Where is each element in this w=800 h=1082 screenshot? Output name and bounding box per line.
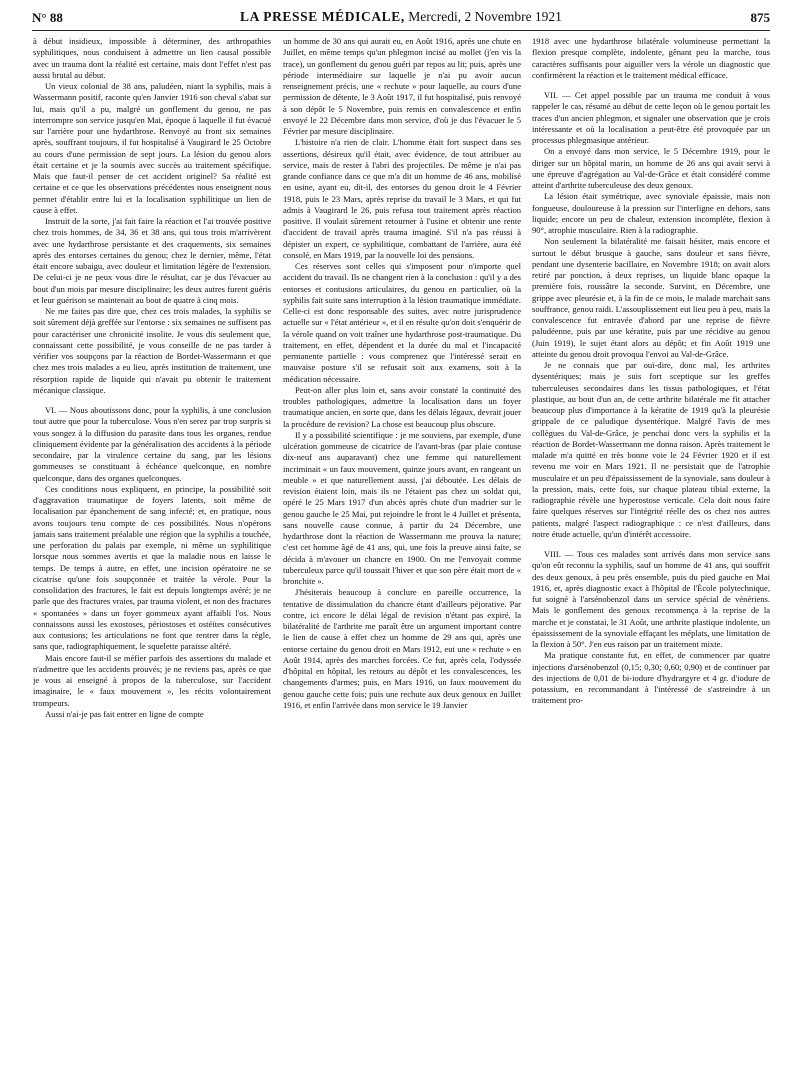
paragraph: Mais encore faut-il se méfier parfois des assertions du malade et n'admettre que les accidents prouvés; je ne reviens pas, après ce que je vous ai enseigné à propos de la tuberculose, sur l'accident imaginaire, le « faux mouvement », les récits volontairement trompeurs. <box>33 652 271 708</box>
issue-date: Mercredi, 2 Novembre 1921 <box>408 9 562 24</box>
paragraph: Je ne connais que par ouï-dire, donc mal, les arthrites dysentériques; mais je suis fort sceptique sur les greffes tuberculeuses secondaires dans les tissus pathologiques, et l'état plastique, au bout d'un an, de cette arthrite bilatérale me fit attacher beaucoup plus d'importance à la kératite de 1919 qu'à la pleurésie grippale de ce paludique dysentérique. Malgré l'avis de mes collègues du Val-de-Grâce, je penchai donc vers la syphilis et la réaction de Bordet-Wassermann me donna raison. Après traitement le malade m'a quitté en très bonne voie le 24 Février 1920 et il est revenu me voir en Mars 1921. Il ne persistait que de l'atrophie musculaire et un peu d'épaississement de la synoviale, sans douleur à la pression, mais, cette fois, sur chaque plateau tibial externe, la radiographie révèle une hyperostose verticale. Cela doit nous faire faire quelques réserves sur l'intégrité réelle des os chez nos autres patients, malgré l'aspect radiographique : ce n'est d'ailleurs, dans notre étude actuelle, qu'un d'intérêt accessoire. <box>532 360 770 539</box>
paragraph: Peut-on aller plus loin et, sans avoir constaté la continuité des troubles pathologiques, admettre la localisation dans un foyer traumatique ancien, en sorte que, dans les délais légaux, devrait jouer la procédure de revision? La chose est beaucoup plus obscure. <box>283 384 521 429</box>
paragraph: Ma pratique constante fut, en effet, de commencer par quatre injections d'arsénobenzol (0,15; 0,30; 0,60; 0,90) et de continuer par des injections de 0,01 de bi-iodure d'hydrargyre et 4 gr. d'iodure de potassium, en recommandant à l'intéressé de s'astreindre à un traitement pro- <box>532 650 770 706</box>
paragraph: J'hésiterais beaucoup à conclure en pareille occurrence, la tentative de dissimulation du chancre étant d'ailleurs péjorative. Par contre, ici encore le délai légal de revision n'étant pas expiré, la bilatéralité de l'arthrite me paraît être un argument important contre le lien de cause à effet chez un homme de 29 ans qui, après une entorse certaine du genou droit en Mars 1912, eut une « rechute » en Août 1914, après des marches forcées. Ce fut, après cela, l'odyssée d'hôpital en hôpital, les retours au dépôt et les convalescences, les changements d'armes; puis, en Mars 1916, un faux mouvement du genou gauche cette fois; puis une rechute aux deux genoux en Juillet 1916, et enfin l'arrivée dans mon service le 19 Janvier <box>283 587 521 710</box>
issue-number: N° 88 <box>32 10 63 25</box>
paragraph: 1918 avec une hydarthrose bilatérale volumineuse permettant la flexion presque complète, indolente, gênant peu la marche, tous caractères suffisants pour aiguiller vers la vérole un diagnostic que confirmèrent la réaction et le traitement médical efficace. <box>532 36 770 80</box>
paragraph: Ces réserves sont celles qui s'imposent pour n'importe quel accident du travail. Ils ne changent rien à la conclusion : qu'il y a des entorses et contusions articulaires, du genou en particulier, où la syphilis fait suite sans interruption à la lésion traumatique immédiate. Celle-ci est donc responsable des suites, avec notre jurisprudence actuelle sur « l'état antérieur », et il en résulte qu'on doit s'enquérir de la vérole quand on voit traîner une hydarthrose post-traumatique. Du traitement, en effet, dépendent et la durée du mal et l'incapacité permanente partielle : vous comprenez que l'intéressé serait en mauvaise posture s'il se refusait soit aux examens, soit à la médication nécessaire. <box>283 261 521 384</box>
paragraph: à début insidieux, impossible à déterminer, des arthropathies syphilitiques, nous conduisent à admettre un lien causal possible avec un trauma dont la réalité est certaine, mais dont l'effet n'est pas aussi brutal au début. <box>33 36 271 80</box>
paragraph: Instruit de la sorte, j'ai fait faire la réaction et l'ai trouvée positive chez trois hommes, de 34, 36 et 38 ans, qui tous trois m'arrivèrent avec une hydarthrose persistante et des craquements, six semaines après des entorses certaines du genou; chez le dernier, même, l'état était encore subaigu, avec douleur et limitation légère de l'extension. De celui-ci je ne peux vous dire le résultat, car je dus l'évacuer au bout d'un mois par mesure disciplinaire; les deux autres furent guéris et leur guérison se maintenait au bout de quatre à cinq mois. <box>33 216 271 305</box>
text-column-3 <box>532 36 770 1072</box>
paragraph: On a envoyé dans mon service, le 5 Décembre 1919, pour le diriger sur un hôpital marin, un homme de 26 ans qui avait servi à une épreuve d'agrégation au Val-de-Grâce et était considéré comme atteint d'arthrite tuberculeuse des deux genoux. <box>532 146 770 190</box>
running-header <box>32 8 770 30</box>
journal-name: LA PRESSE MÉDICALE, <box>240 9 405 24</box>
page-number: 875 <box>750 10 770 25</box>
text-column-2 <box>283 36 521 1072</box>
paragraph: Ces conditions nous expliquent, en principe, la possibilité soit d'aggravation traumatique de foyers latents, soit même de localisation par épanchement de sang infecté; et, en pratique, nous avons toujours tenu compte de ces possibilités. Nous n'opérons jamais sans traitement préalable une région que la syphilis a touchée, une perforation du palais par exemple, ni même un syphilitique lorsque nous sommes avertis et que la maladie nous en laisse le temps. De temps à autre, en effet, une incision opératoire ne se cicatrise qu'une fois soupçonnée et traitée la vérole. Pour la consolidation des fractures, le fait est depuis longtemps avéré; je ne parle que des fractures vraies, par trauma violent, et non des fractures « spontanées » dans un foyer gommeux ayant affaibli l'os. Nous connaissons aussi les exostoses, périostoses et ostéites consécutives aux contusions; les articulations ne font que rentrer dans la règle, sans que, radiographiquement, le squelette paraisse altéré. <box>33 483 271 652</box>
text-column-1 <box>33 36 271 1072</box>
paragraph: Ne me faites pas dire que, chez ces trois malades, la syphilis se soit sûrement déjà greffée sur l'entorse : six semaines ne suffisent pas pour caractériser une chronicité insolite. Je vous dis seulement que, connaissant cette possibilité, je vous conseille de ne pas tarder à vérifier vos soupçons par la réaction de Bordet-Wassermann et que chez mes trois malades a eu lieu, après institution de traitement, une résorption rapide de liquide qui n'avait pu obtenir le traitement mécanique classique. <box>33 306 271 395</box>
paragraph: L'histoire n'a rien de clair. L'homme était fort suspect dans ses assertions, désireux qu'il était, avec évidence, de tout attribuer au service, mais de rester à l'abri des projectiles. De même je n'ai pas grande confiance dans ce que m'a dit un homme de 46 ans, mobilisé en usine, ayant eu, dit-il, des entorses du genou droit le 4 Février 1918, puis le 23 Mars, après reprise du travail le 3 Mars, et qui fut admis à Vaugirard le 26, puis refusa tout traitement après réaction positive. Il voulait sûrement retourner à l'usine et obtenir une rente d'accident de travail après trauma imaginé. S'il n'a pas réussi à dépister un expert, ce syphilitique, combattant de l'arrière, aura été consolé, en Mars 1919, par la nouvelle loi des pensions. <box>283 137 521 260</box>
paragraph: La lésion était symétrique, avec synoviale épaissie, mais non fongueuse, douloureuse à la pression sur l'interligne en dehors, sans liquide; encore un peu de chaleur, extension incomplète, flexion à 90°, atrophie musculaire. Rien à la radiographie. <box>532 191 770 235</box>
header-title <box>32 9 770 25</box>
paragraph: VIII. — Tous ces malades sont arrivés dans mon service sans qu'on eût reconnu la syphilis, sauf un homme de 41 ans, qui souffrit des deux genoux, à peu près ensemble, puis du pied gauche en Mai 1916, et, après diagnostic exact à l'hôpital de l'École polytechnique, fut soigné à l'arsénobenzol dans un service spécial de vénériens. Mais le gonflement des genoux recommença à la reprise de la marche et je constatai, le 31 Août, une arthrite plastique indolente, un épaississement de la synoviale effaçant les méplats, une limitation de la flexion à 50°. J'en eus raison par un traitement mixte. <box>532 549 770 649</box>
paragraph: VI. — Nous aboutissons donc, pour la syphilis, à une conclusion tout autre que pour la tuberculose. Vous n'en serez par trop surpris si vous songez à la diffusion du parasite dans tous les organes, rendue cliniquement évidente par la généralisation des accidents à la période secondaire, par la virulence certaine du sang, par les lésions gommeuses se constituant à échéance quelconque, en nombre quelconque, dans des organes quelconques. <box>33 405 271 483</box>
paragraph: Aussi n'ai-je pas fait entrer en ligne de compte <box>45 708 204 719</box>
paragraph: Il y a possibilité scientifique : je me souviens, par exemple, d'une ulcération gommeuse de cicatrice de l'avant-bras (par plaie contuse dix-neuf ans auparavant) chez une femme qui naturellement incriminait « un faux mouvement, quinze jours avant, en rangeant un meuble » et que naturellement aussi, j'ai déboutée. Les délais de revision étaient loin, mais ils ne l'étaient pas chez un soldat qui, opéré le 25 Mars 1917 d'un abcès après chute d'un madrier sur le genou gauche le 25 Mai, put rejoindre le front le 4 Juillet et présenta, sans nouvelle cause connue, à partir du 24 Décembre, une hydarthrose dont la réaction de Wassermann me prouva la nature; c'est cet homme âgé de 41 ans, qui, une fois la preuve ainsi faite, se décida à m'avouer un chancre en 1900. On me l'envoyait comme tuberculeux parce qu'il toussait l'hiver et que son père était mort de « bronchite ». <box>283 429 521 586</box>
paragraph: Un vieux colonial de 38 ans, paludéen, niant la syphilis, mais à Wassermann positif, raconte qu'en Janvier 1916 son cheval s'abat sur lui, mais qu'il a pu, malgré un gonflement du genou, ne pas interrompre son service jusqu'en Mai, époque à laquelle il fut évacué sur l'arrière pour une hydarthrose. Renvoyé au front six semaines après, souffrant toujours, il fut hospitalisé à Vaugirard le 25 Octobre au cours d'une permission de sept jours. La lésion du genou alors était certaine et je la soumis avec succès au traitement spécifique. Mais que faut-il penser de cet accident originel? Sa réalité est certaine et ce que les observations précédentes nous enseignent nous permet d'établir entre lui et la localisation syphilitique un lien de cause à effet. <box>33 81 271 215</box>
paragraph: VII. — Cet appel possible par un trauma me conduit à vous rappeler le cas, résumé au début de cette leçon où le genou portait les traces d'un ancien phlegmon, et signaler une observation que je crois intéressante et où la localisation a peut-être été provoquée par un processus phlegmasique antérieur. <box>532 90 770 145</box>
paragraph: un homme de 30 ans qui aurait eu, en Août 1916, après une chute en Juillet, en même temps qu'un phlegmon incisé au mollet (j'en vis la trace), un gonflement du genou guéri par repos au lit; puis, après une période intermédiaire sur laquelle je n'ai pu avoir aucun renseignement précis, une « rechute » pour laquelle, au cours d'une permission de détente, le 3 Août 1917, il fut hospitalisé, puis renvoyé à son dépôt le 5 Novembre, puis remis en convalescence et enfin envoyé le 22 Décembre dans mon service, d'où je dus l'évacuer le 5 Février par mesure disciplinaire. <box>283 36 521 136</box>
header-rule <box>32 30 770 31</box>
paragraph: Non seulement la bilatéralité me faisait hésiter, mais encore et surtout le début brusque à gauche, sans douleur et sans fièvre, pendant une dysenterie bacillaire, en Novembre 1918; on avait alors retiré par ponction, à deux reprises, un liquide blanc opaque la première fois, roussâtre la seconde. Survint, en Décembre, une grippe avec pleurésie et, à la fin de ce mois, le malade marchait sans souffrance, genou raidi. L'assouplissement eut lieu peu à peu, mais la convalescence fut entravée d'abord par une reprise de fièvre paludéenne, puis par une kératite, puis par une récidive au genou (Juin 1919), le sujet étant alors au dépôt; et fin Août 1919 une atteinte du genou droit provoqua l'envoi au Val-de-Grâce. <box>532 236 770 359</box>
